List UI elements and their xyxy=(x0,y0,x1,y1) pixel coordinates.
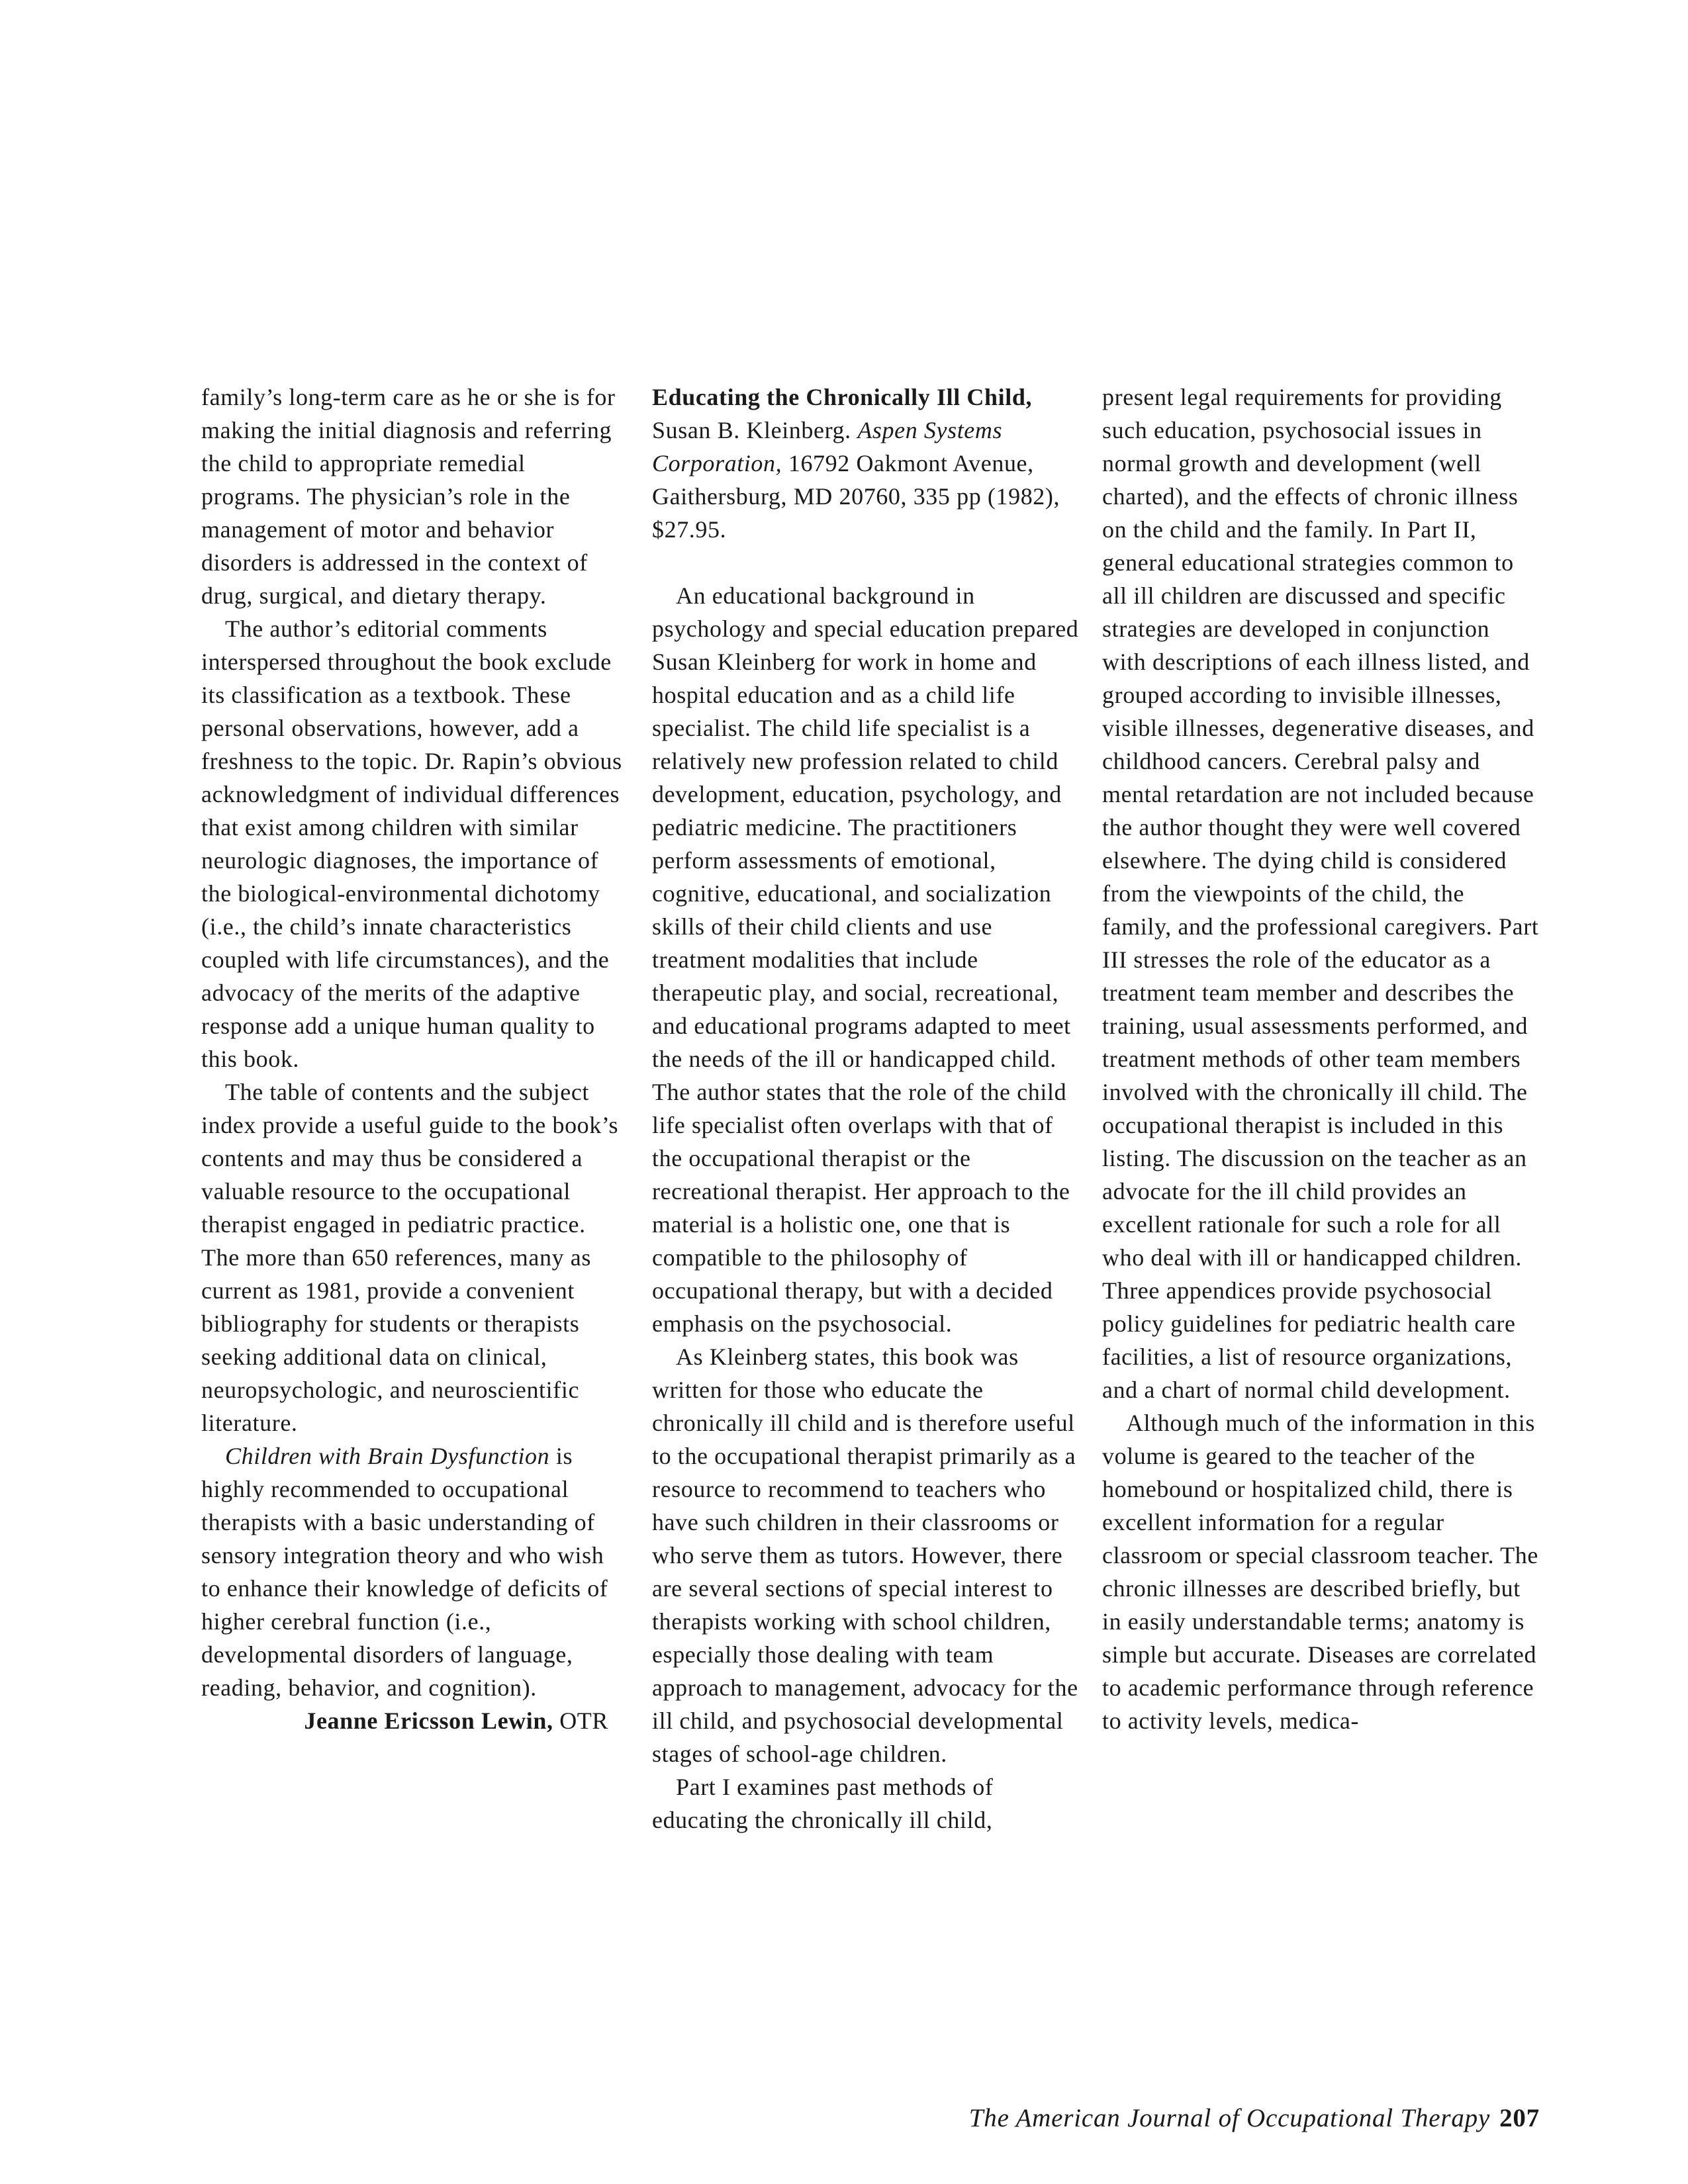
column-right xyxy=(1102,381,1539,1737)
book-author: Susan B. Kleinberg. xyxy=(652,417,858,443)
book-citation xyxy=(652,381,1079,546)
book-publisher: Aspen Systems Corporation, xyxy=(652,417,1003,477)
spacer xyxy=(652,546,1079,579)
book-title: Educating the Chronically Ill Child, xyxy=(652,384,1033,410)
column-left xyxy=(201,381,625,1737)
page-number: 207 xyxy=(1499,2104,1540,2132)
column-middle xyxy=(652,381,1079,1837)
paragraph-text: is highly recommended to occupational therapists with a basic understanding of sensory integration theory and who wish to enhance their knowledge of deficits of higher cerebral function (i.e., developmental disorders of language, reading, behavior, and cognition). xyxy=(201,1443,608,1701)
paragraph: An educational background in psychology and special education prepared Susan Kleinberg for work in home and hospital education and as a child life specialist. The child life specialist is a relatively new profession related to child development, education, psychology, and pediatric medicine. The practitioners perform assessments of emotional, cognitive, educational, and socialization skills of their child clients and use treatment modalities that include therapeutic play, and social, recreational, and educational programs adapted to meet the needs of the ill or handicapped child. The author states that the role of the child life specialist often overlaps with that of the occupational therapist or the recreational therapist. Her approach to the material is a holistic one, one that is compatible to the philosophy of occupational therapy, but with a decided emphasis on the psychosocial. xyxy=(652,582,1079,1337)
paragraph: The table of contents and the subject index provide a useful guide to the book’s contents and may thus be considered a valuable resource to the occupational therapist engaged in pediatric practice. The more than 650 references, many as current as 1981, provide a convenient bibliography for students or therapists seeking additional data on clinical, neuropsychologic, and neuroscientific literature. xyxy=(201,1079,619,1436)
reviewer-credential: OTR xyxy=(559,1707,608,1734)
paragraph: Part I examines past methods of educating the chronically ill child, xyxy=(652,1774,994,1833)
journal-title: The American Journal of Occupational Therapy xyxy=(968,2104,1491,2132)
paragraph: family’s long-term care as he or she is for making the initial diagnosis and referring the child to appropriate remedial programs. The physician’s role in the management of motor and behavior disorders is addressed in the context of drug, surgical, and dietary therapy. xyxy=(201,384,616,609)
reviewer-name: Jeanne Ericsson Lewin, xyxy=(304,1707,553,1734)
paragraph: present legal requirements for providing such education, psychosocial issues in normal growth and development (well charted), and the effects of chronic illness on the child and the family. In Part II, general educational strategies common to all ill children are discussed and specific strategies are developed in conjunction with descriptions of each illness listed, and grouped according to invisible illnesses, visible illnesses, degenerative diseases, and childhood cancers. Cerebral palsy and mental retardation are not included because the author thought they were well covered elsewhere. The dying child is considered from the viewpoints of the child, the family, and the professional caregivers. Part III stresses the role of the educator as a treatment team member and describes the training, usual assessments performed, and treatment methods of other team members involved with the chronically ill child. The occupational therapist is included in this listing. The discussion on the teacher as an advocate for the ill child provides an excellent rationale for such a role for all who deal with ill or handicapped children. Three appendices provide psychosocial policy guidelines for pediatric health care facilities, a list of resource organizations, and a chart of normal child development. xyxy=(1102,384,1539,1403)
paragraph: The author’s editorial comments interspersed throughout the book exclude its classification as a textbook. These personal observations, however, add a freshness to the topic. Dr. Rapin’s obvious acknowledgment of individual differences that exist among children with similar neurologic diagnoses, the importance of the biological-environmental dichotomy (i.e., the child’s innate characteristics coupled with life circumstances), and the advocacy of the merits of the adaptive response add a unique human quality to this book. xyxy=(201,615,622,1072)
paragraph: As Kleinberg states, this book was written for those who educate the chronically ill child and is therefore useful to the occupational therapist primarily as a resource to recommend to teachers who have such children in their classrooms or who serve them as tutors. However, there are several sections of special interest to therapists working with school children, especially those dealing with team approach to management, advocacy for the ill child, and psychosocial developmental stages of school-age children. xyxy=(652,1343,1078,1767)
paragraph xyxy=(201,1439,625,1704)
book-details: 16792 Oakmont Avenue, Gaithersburg, MD 20760, 335 pp (1982), $27.95. xyxy=(652,450,1060,543)
reviewer-signature xyxy=(201,1704,625,1737)
page-footer xyxy=(969,2103,1540,2133)
paragraph: Although much of the information in this volume is geared to the teacher of the homebound or hospitalized child, there is excellent information for a regular classroom or special classroom teacher. The chronic illnesses are described briefly, but in easily understandable terms; anatomy is simple but accurate. Diseases are correlated to academic performance through reference to activity levels, medica- xyxy=(1102,1410,1538,1734)
book-title-italic: Children with Brain Dysfunction xyxy=(225,1443,550,1469)
